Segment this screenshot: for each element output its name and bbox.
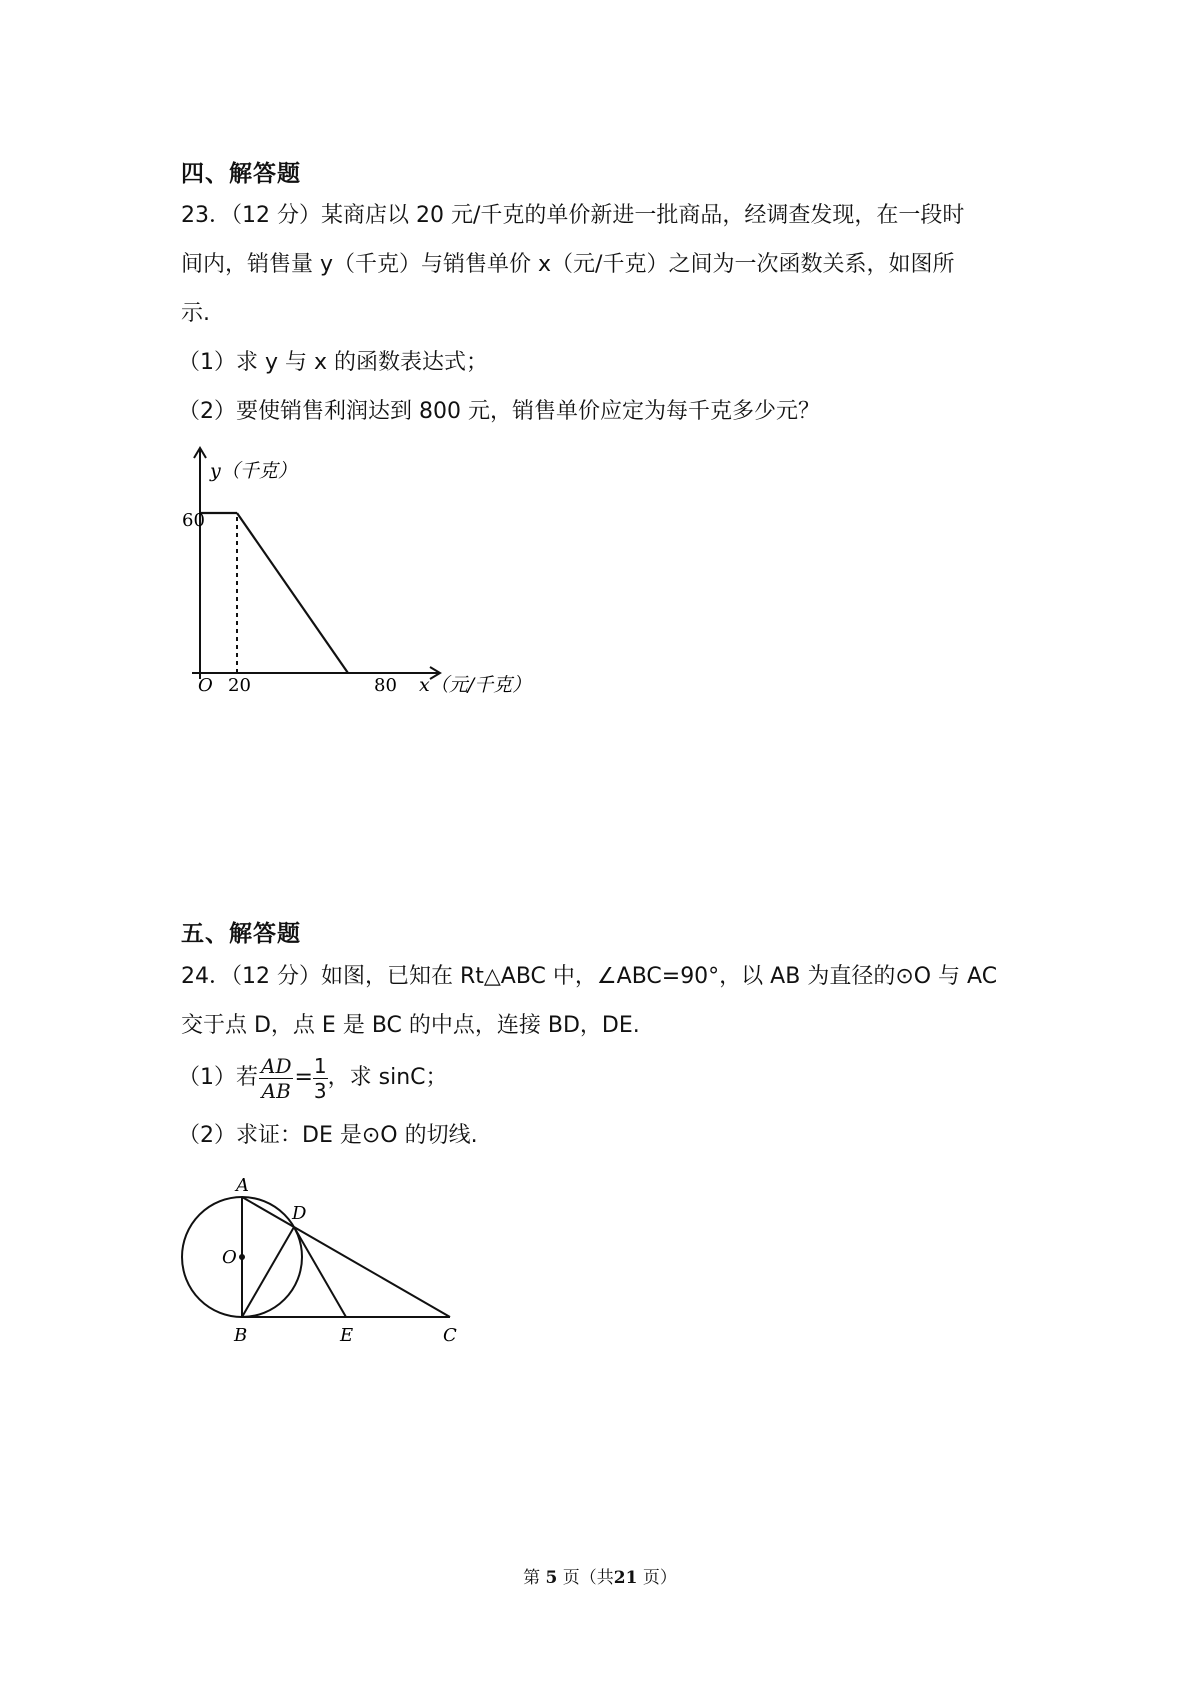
label-c: C xyxy=(443,1325,457,1346)
label-d: D xyxy=(292,1203,307,1224)
section-heading-4: 四、解答题 xyxy=(181,161,301,187)
footer-prefix: 第 xyxy=(523,1568,546,1588)
fraction-ad-ab xyxy=(259,1054,293,1103)
fraction-one-third-denominator: 3 xyxy=(313,1078,327,1103)
equals-sign: = xyxy=(294,1065,313,1090)
x-axis-label: x（元/千克） xyxy=(419,674,532,696)
x-tick-80: 80 xyxy=(374,675,397,696)
q23-line-1: 23．（12 分）某商店以 20 元/千克的单价新进一批商品，经调查发现，在一段时 xyxy=(181,203,965,228)
series-segment-2 xyxy=(237,513,348,673)
fraction-ad-ab-denominator: AB xyxy=(261,1078,291,1103)
q24-line-2: 交于点 D，点 E 是 BC 的中点，连接 BD，DE. xyxy=(181,1013,640,1038)
center-point-o xyxy=(239,1254,245,1260)
graph-plot xyxy=(192,448,440,679)
segment-de xyxy=(294,1227,346,1317)
label-a: A xyxy=(236,1175,249,1196)
fraction-ad-ab-numerator: AD xyxy=(261,1053,292,1078)
x-tick-20: 20 xyxy=(228,675,251,696)
q24-part-1 xyxy=(178,1048,1028,1108)
segment-bd xyxy=(242,1227,294,1317)
y-axis-label: y（千克） xyxy=(210,460,297,482)
footer-page-number: 5 xyxy=(545,1568,558,1588)
fraction-one-third-numerator: 1 xyxy=(313,1053,327,1078)
q24-part-1-suffix: ，求 sinC； xyxy=(327,1065,448,1090)
q24-part-2: （2）求证：DE 是⊙O 的切线. xyxy=(178,1123,478,1148)
fraction-one-third xyxy=(313,1054,328,1103)
q23-line-3: 示. xyxy=(181,301,210,326)
q24-line-1: 24．（12 分）如图，已知在 Rt△ABC 中，∠ABC=90°，以 AB 为直径的⊙O 与 AC xyxy=(181,964,998,989)
q23-part-2: （2）要使销售利润达到 800 元，销售单价应定为每千克多少元？ xyxy=(178,399,820,424)
label-b: B xyxy=(234,1325,248,1346)
section-heading-5: 五、解答题 xyxy=(181,921,301,947)
y-tick-60: 60 xyxy=(182,510,205,531)
origin-label: O xyxy=(198,675,213,696)
q23-function-graph xyxy=(170,440,550,710)
q24-geometry-figure xyxy=(170,1160,470,1350)
page-footer xyxy=(0,1563,1200,1588)
footer-middle: 页（共 xyxy=(557,1568,614,1588)
footer-suffix: 页） xyxy=(637,1568,677,1588)
label-o: O xyxy=(222,1247,237,1268)
label-e: E xyxy=(340,1325,354,1346)
q23-line-2: 间内，销售量 y（千克）与销售单价 x（元/千克）之间为一次函数关系，如图所 xyxy=(181,252,955,277)
q24-part-1-prefix: （1）若 xyxy=(178,1065,258,1090)
segment-ac xyxy=(242,1197,450,1317)
q23-part-1: （1）求 y 与 x 的函数表达式； xyxy=(178,350,489,375)
footer-total-pages: 21 xyxy=(613,1568,638,1588)
